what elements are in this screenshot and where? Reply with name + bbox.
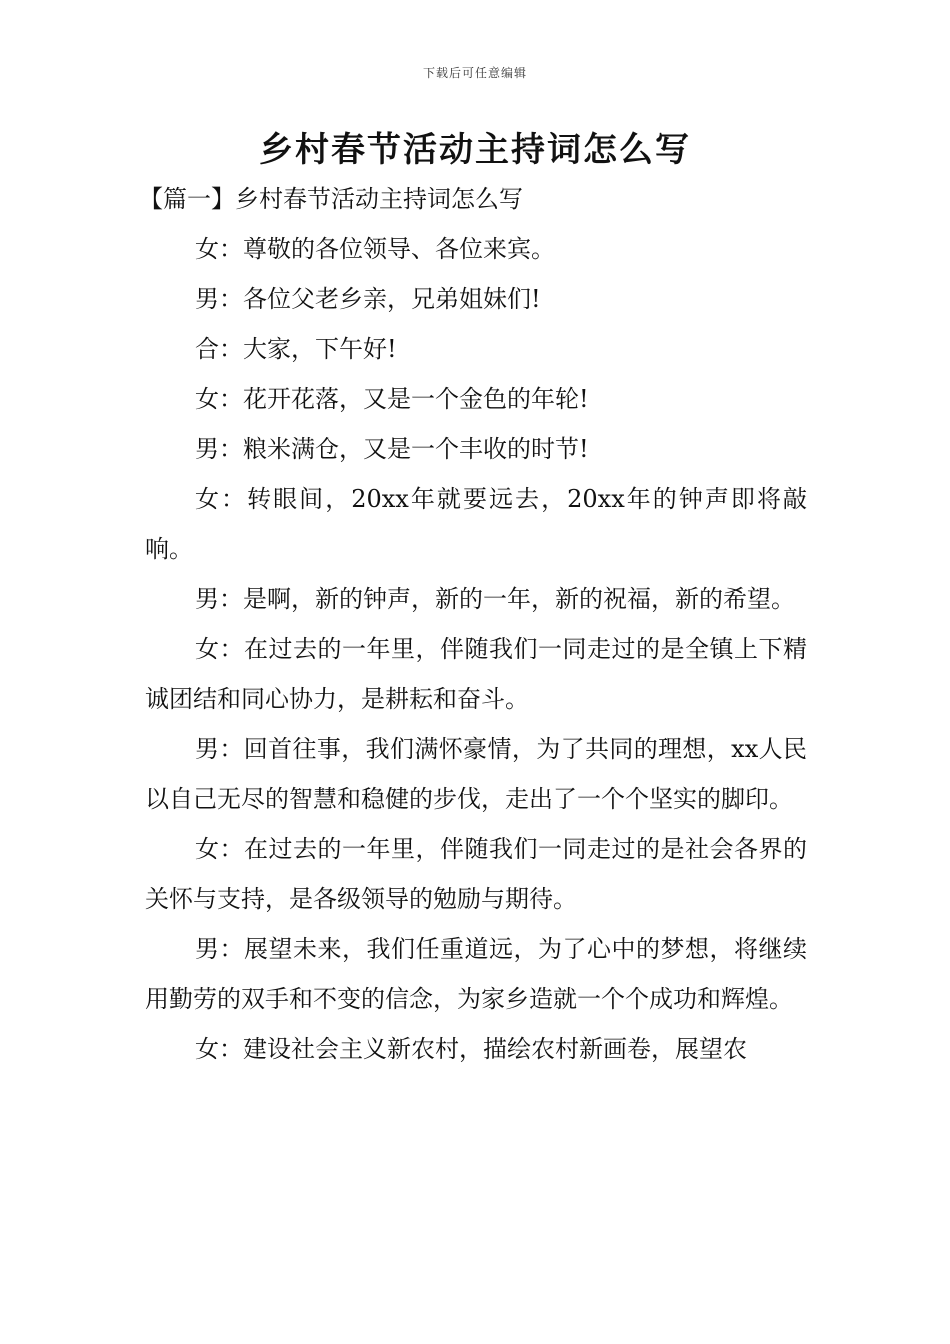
paragraph: 女：建设社会主义新农村，描绘农村新画卷，展望农 xyxy=(195,1035,747,1063)
paragraph: 男：是啊，新的钟声，新的一年，新的祝福，新的希望。 xyxy=(195,585,795,613)
document-body xyxy=(139,174,807,1074)
paragraph: 女：转眼间，20xx年就要远去，20xx年的钟声即将敲响。 xyxy=(145,485,807,563)
document-title: 乡村春节活动主持词怎么写 xyxy=(259,130,691,170)
paragraph: 女：在过去的一年里，伴随我们一同走过的是社会各界的关怀与支持，是各级领导的勉励与期待。 xyxy=(145,835,807,913)
paragraph: 男：展望未来，我们任重道远，为了心中的梦想，将继续用勤劳的双手和不变的信念，为家乡造就一个个成功和辉煌。 xyxy=(145,935,807,1013)
section-heading: 【篇一】乡村春节活动主持词怎么写 xyxy=(139,185,523,213)
paragraph: 男：粮米满仓，又是一个丰收的时节! xyxy=(195,435,589,463)
paragraph: 男：各位父老乡亲，兄弟姐妹们! xyxy=(195,285,541,313)
paragraph: 女：在过去的一年里，伴随我们一同走过的是全镇上下精诚团结和同心协力，是耕耘和奋斗。 xyxy=(145,635,807,713)
paragraph: 男：回首往事，我们满怀豪情，为了共同的理想，xx人民以自己无尽的智慧和稳健的步伐，走出了一个个坚实的脚印。 xyxy=(145,735,807,813)
paragraph: 合：大家，下午好! xyxy=(195,335,397,363)
header-note: 下载后可任意编辑 xyxy=(422,66,527,80)
paragraph: 女：尊敬的各位领导、各位来宾。 xyxy=(195,235,555,263)
paragraph: 女：花开花落，又是一个金色的年轮! xyxy=(195,385,589,413)
